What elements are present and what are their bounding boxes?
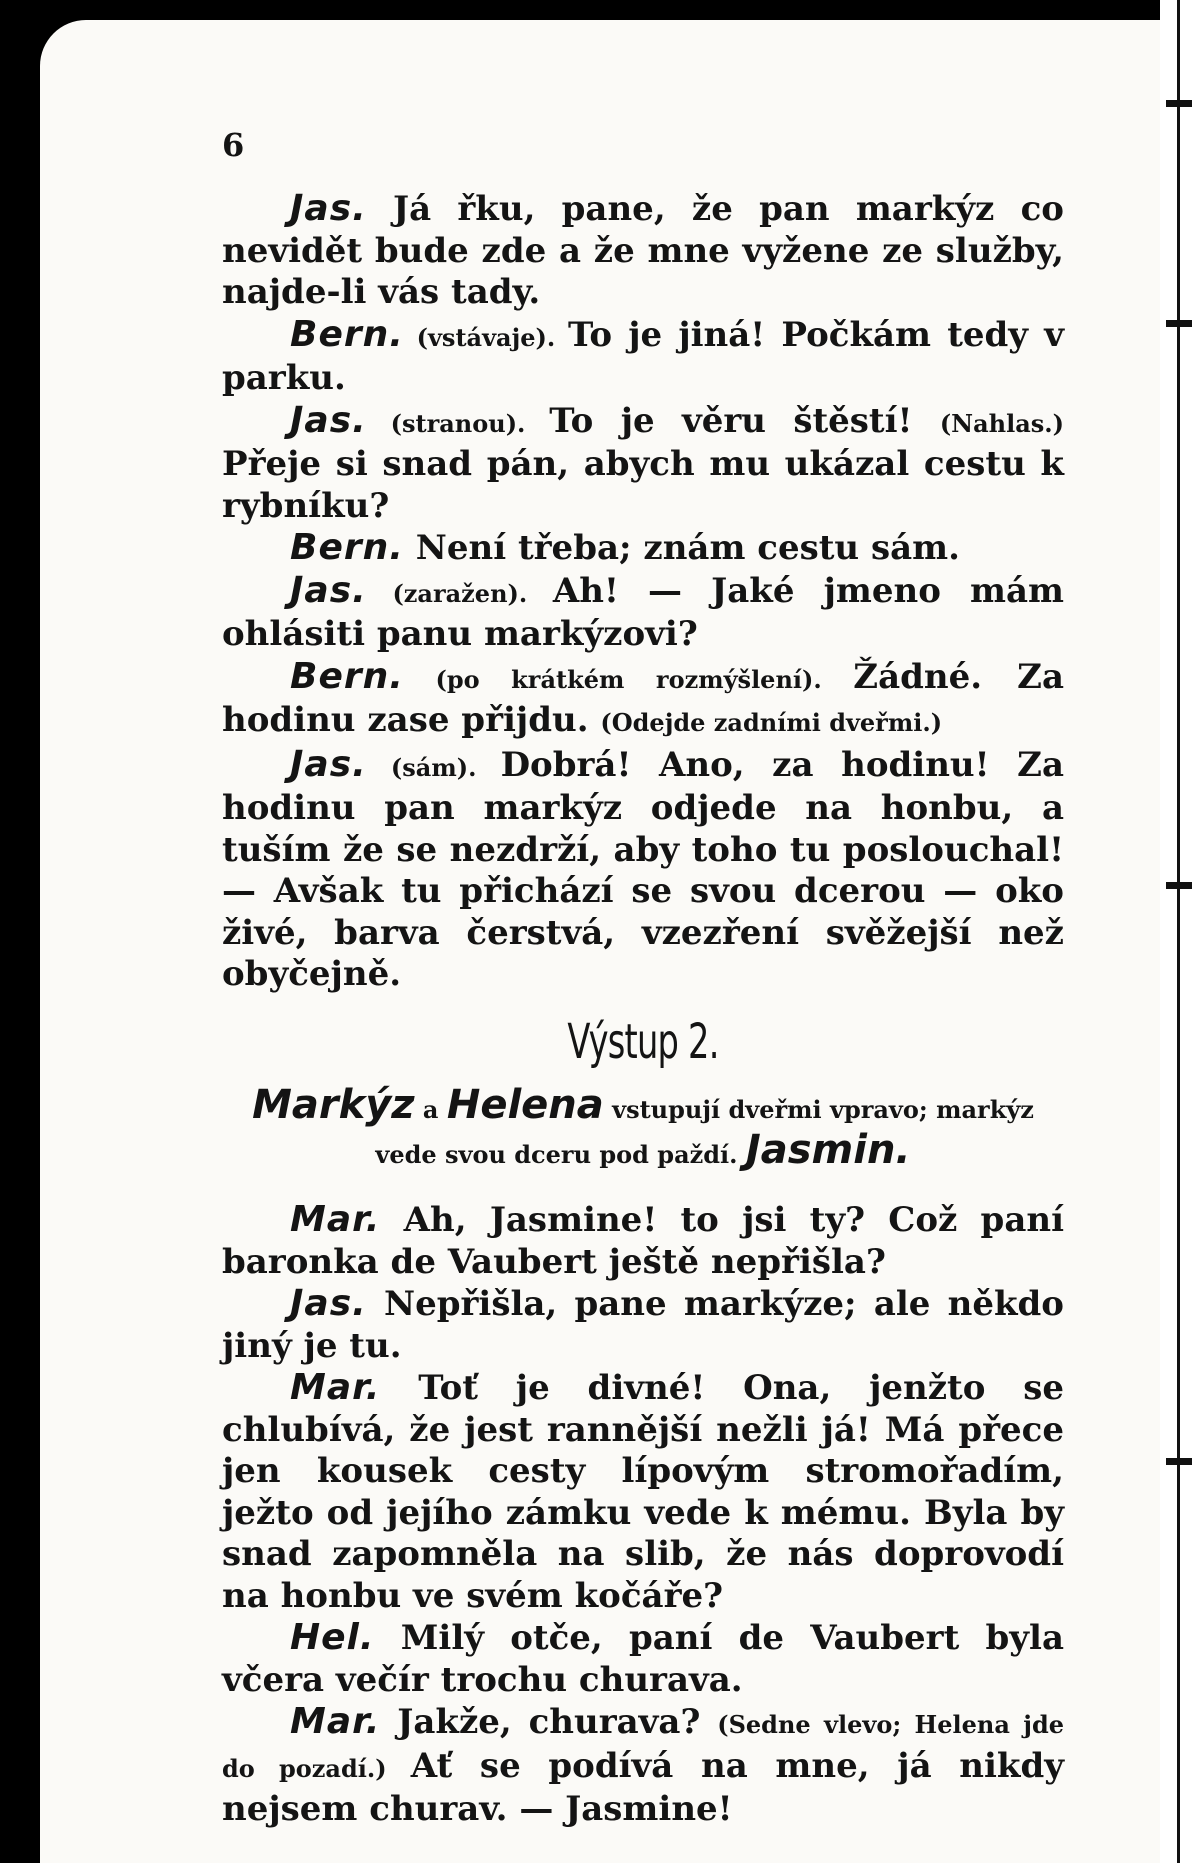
page-text xyxy=(222,188,1064,1831)
dialogue: Ah! — Jaké jmeno mám ohlásiti panu markýzovi? xyxy=(222,570,1064,654)
dialogue: Ah, Jasmine! to jsi ty? Což paní baronka de Vaubert ještě nepřišla? xyxy=(222,1200,1064,1282)
stage-text: vstupují dveřmi vpravo; markýz vede svou dceru pod paždí. xyxy=(375,1095,1034,1169)
edge-tick xyxy=(1166,320,1192,327)
edge-tick xyxy=(1166,1458,1192,1465)
paragraph xyxy=(222,527,1064,570)
paragraph xyxy=(222,1701,1064,1831)
paragraph xyxy=(222,1283,1064,1367)
dialogue: Žádné. Za hodinu zase přijdu. xyxy=(222,656,1064,740)
edge-line xyxy=(1177,0,1180,1863)
paragraph xyxy=(222,400,1064,528)
dialogue: Přeje si snad pán, abych mu ukázal cestu k rybníku? xyxy=(222,444,1064,526)
edge-tick xyxy=(1166,100,1192,107)
paragraph xyxy=(222,1199,1064,1283)
speaker: Bern. xyxy=(290,313,404,355)
stage-direction: (stranou). xyxy=(366,408,550,438)
speaker: Jas. xyxy=(290,743,367,785)
paragraph xyxy=(222,656,1064,744)
dialogue: Ať se podívá na mne, já nikdy nejsem churav. — Jasmine! xyxy=(222,1745,1064,1829)
speaker: Jas. xyxy=(290,188,367,229)
stage-direction: (Odejde zadními dveřmi.) xyxy=(600,708,943,737)
dialogue: To je věru štěstí! xyxy=(549,400,940,441)
page-number: 6 xyxy=(222,126,245,164)
speaker: Jas. xyxy=(290,569,367,611)
paragraph xyxy=(222,188,1064,314)
speaker: Jas. xyxy=(290,1283,367,1324)
paragraph xyxy=(222,744,1064,996)
dialogue: Já řku, pane, že pan markýz co nevidět bude zde a že mne vyžene ze služby, najde-li vás tady. xyxy=(222,189,1064,312)
dialogue: Nepřišla, pane markýze; ale někdo jiný je tu. xyxy=(222,1284,1064,1366)
speaker: Jas. xyxy=(290,399,367,441)
speaker: Bern. xyxy=(290,655,404,697)
dialogue: Toť je divné! Ona, jenžto se chlubívá, že jest rannější nežli já! Má přece jen kousek cesty lípovým stromořadím, ježto od jejího zámku vede k mému. Byla by snad zapomněla na slib, že nás doprovodí na honbu ve svém kočáře? xyxy=(222,1368,1064,1616)
character-name: Markýz xyxy=(252,1082,415,1128)
dialogue: Není třeba; znám cestu sám. xyxy=(403,528,960,568)
scene-heading: Výstup 2. xyxy=(567,1013,719,1070)
stage-direction: (vstávaje). xyxy=(403,322,568,352)
dialogue: Dobrá! Ano, za hodinu! Za hodinu pan markýz odjede na honbu, a tuším že se nezdrží, aby toho tu poslouchal! — Avšak tu přichází se svou dcerou — oko živé, barva čerstvá, vzezření svěžejší než obyčejně. xyxy=(222,744,1065,994)
character-name: Jasmin. xyxy=(745,1127,911,1173)
paragraph xyxy=(222,314,1064,400)
dialogue: To je jiná! Počkám tedy v parku. xyxy=(222,314,1065,398)
stage-direction: (Sedne vlevo; Helena jde do pozadí.) xyxy=(222,1710,1064,1783)
conjunction: a xyxy=(414,1095,447,1124)
speaker: Bern. xyxy=(290,527,404,568)
page-edge xyxy=(1160,0,1199,1863)
character-name: Helena xyxy=(446,1082,604,1128)
stage-direction: (po krátkém rozmýšlení). xyxy=(403,664,854,694)
stage-direction: (sám). xyxy=(366,752,501,782)
dialogue: Milý otče, paní de Vaubert byla včera večír trochu churava. xyxy=(222,1618,1064,1700)
speaker: Mar. xyxy=(290,1199,381,1240)
paragraph xyxy=(222,570,1064,656)
speaker: Mar. xyxy=(290,1367,381,1408)
scene-description xyxy=(222,1082,1064,1175)
dialogue: Jakže, churava? xyxy=(380,1702,718,1742)
stage-direction: (Nahlas.) xyxy=(939,408,1065,438)
paragraph xyxy=(222,1367,1064,1617)
paragraph xyxy=(222,1617,1064,1701)
edge-tick xyxy=(1166,882,1192,889)
speaker: Mar. xyxy=(290,1701,381,1742)
stage-direction: (zaražen). xyxy=(366,578,553,608)
speaker: Hel. xyxy=(290,1617,375,1658)
